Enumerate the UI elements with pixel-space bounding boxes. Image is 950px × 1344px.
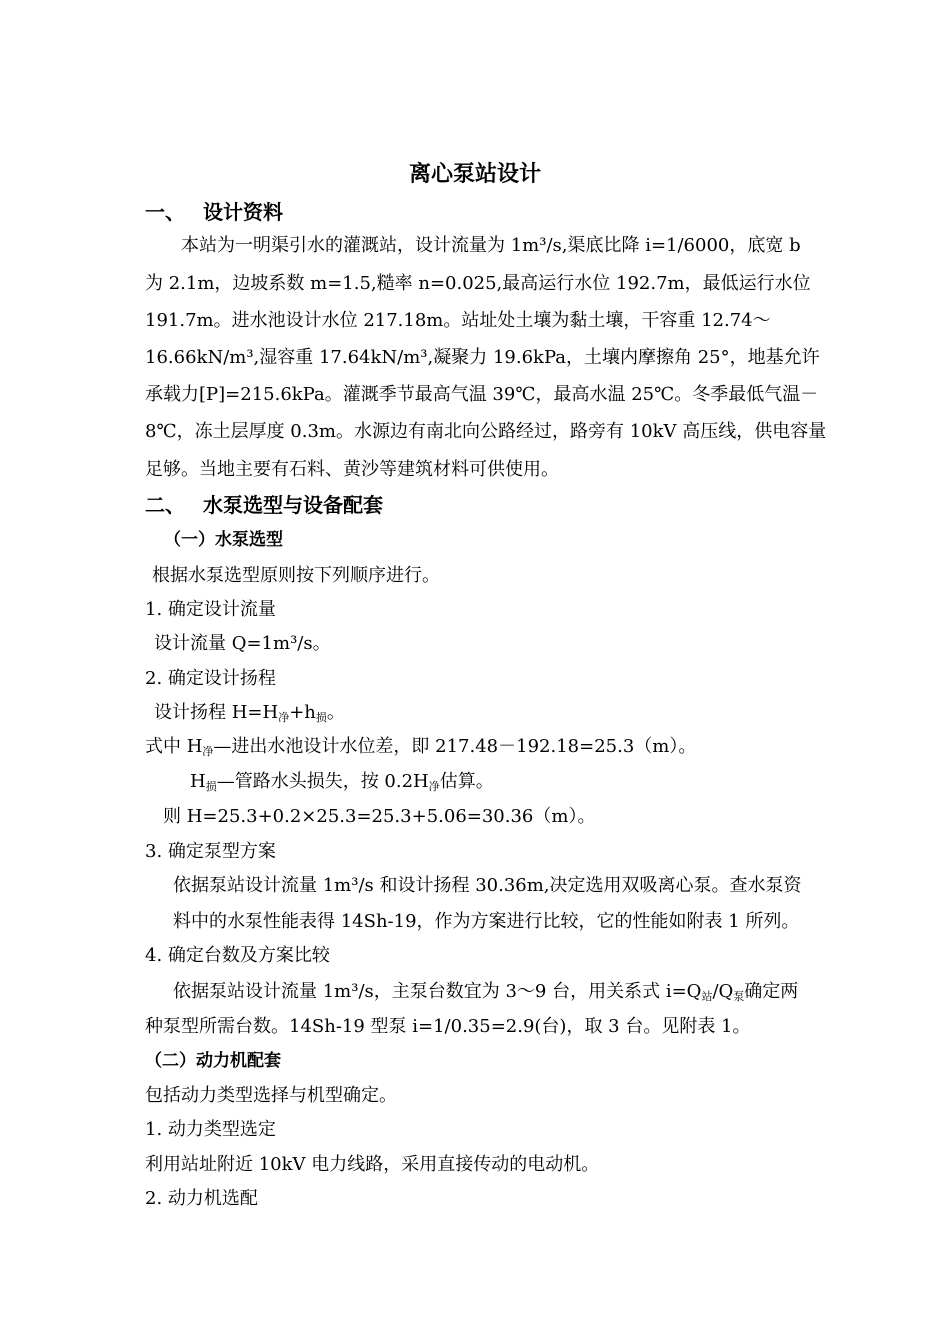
formula-subscript: 损 (205, 780, 217, 793)
flow-text: 设计流量 Q=1m³/s。 (154, 633, 331, 654)
loss-head-definition (190, 770, 494, 799)
section-1-heading (145, 199, 283, 225)
para-line: 利用站址附近 10kV 电力线路，采用直接传动的电动机。 (145, 1154, 600, 1175)
para-line: 本站为一明渠引水的灌溉站，设计流量为 1m³/s,渠底比降 i=1/6000，底宽 b (181, 235, 801, 256)
head-calculation: 则 H=25.3+0.2×25.3=25.3+5.06=30.36（m）。 (163, 806, 596, 827)
intro-text: 根据水泵选型原则按下列顺序进行。 (152, 565, 440, 586)
formula-subscript: 站 (701, 990, 713, 1003)
text-part: /Q (712, 981, 734, 1002)
para-line: 包括动力类型选择与机型确定。 (145, 1085, 397, 1106)
item-4-heading: 4. 确定台数及方案比较 (145, 945, 330, 966)
section-1-title: 设计资料 (203, 200, 283, 224)
text-part: 确定两 (744, 981, 799, 1002)
item-3-heading: 3. 确定泵型方案 (145, 841, 276, 862)
item-1-heading: 1. 确定设计流量 (145, 599, 276, 620)
formula-subscript: 净 (202, 745, 214, 758)
para-line: 8℃，冻土层厚度 0.3m。水源边有南北向公路经过，路旁有 10kV 高压线，供电容量 (145, 421, 827, 442)
para-line: 为 2.1m，边坡系数 m=1.5,糙率 n=0.025,最高运行水位 192.7m，最低运行水位 (145, 273, 811, 294)
formula-part: —进出水池设计水位差，即 217.48－192.18=25.3（m）。 (213, 736, 697, 757)
formula-part: +h (289, 702, 316, 723)
formula-part: 设计扬程 H=H (154, 702, 279, 723)
para-line: 承载力[P]=215.6kPa。灌溉季节最高气温 39℃，最高水温 25℃。冬季最低气温－ (145, 384, 819, 405)
section-2-number: 二、 (145, 493, 185, 517)
para-line: 料中的水泵性能表得 14Sh-19，作为方案进行比较，它的性能如附表 1 所列。 (173, 911, 800, 932)
formula-subscript: 泵 (733, 990, 745, 1003)
item-5-heading: 1. 动力类型选定 (145, 1119, 276, 1140)
head-formula (154, 701, 345, 730)
formula-part: 估算。 (439, 771, 494, 792)
formula-part: 。 (326, 702, 345, 723)
formula-subscript: 净 (278, 711, 290, 724)
para-line: 种泵型所需台数。14Sh-19 型泵 i=1/0.35=2.9(台)，取 3 台。见附表 1。 (145, 1016, 751, 1037)
section-2-title: 水泵选型与设备配套 (203, 493, 383, 517)
para-line: 依据泵站设计流量 1m³/s 和设计扬程 30.36m,决定选用双吸离心泵。查水泵资 (173, 875, 802, 896)
para-line: 足够。当地主要有石料、黄沙等建筑材料可供使用。 (145, 459, 559, 480)
net-head-definition (145, 735, 696, 764)
item-6-heading: 2. 动力机选配 (145, 1188, 258, 1209)
section-1-number: 一、 (145, 200, 185, 224)
para-line: 16.66kN/m³,湿容重 17.64kN/m³,凝聚力 19.6kPa，土壤内摩擦角 25°，地基允许 (145, 347, 820, 368)
formula-subscript: 损 (315, 711, 327, 724)
para-line: 191.7m。进水池设计水位 217.18m。站址处土壤为黏土壤，干容重 12.74～ (145, 310, 771, 331)
item-2-heading: 2. 确定设计扬程 (145, 668, 276, 689)
formula-subscript: 净 (428, 780, 440, 793)
doc-title: 离心泵站设计 (408, 162, 541, 187)
formula-part: 式中 H (145, 736, 203, 757)
pump-count-text (173, 980, 798, 1009)
text-part: 依据泵站设计流量 1m³/s，主泵台数宜为 3～9 台，用关系式 i=Q (173, 981, 702, 1002)
formula-part: —管路水头损失，按 0.2H (216, 771, 429, 792)
subsection-2-heading: （二）动力机配套 (145, 1051, 281, 1071)
subsection-1-heading: （一）水泵选型 (164, 530, 283, 550)
section-2-heading (145, 492, 383, 518)
formula-part: H (190, 771, 206, 792)
